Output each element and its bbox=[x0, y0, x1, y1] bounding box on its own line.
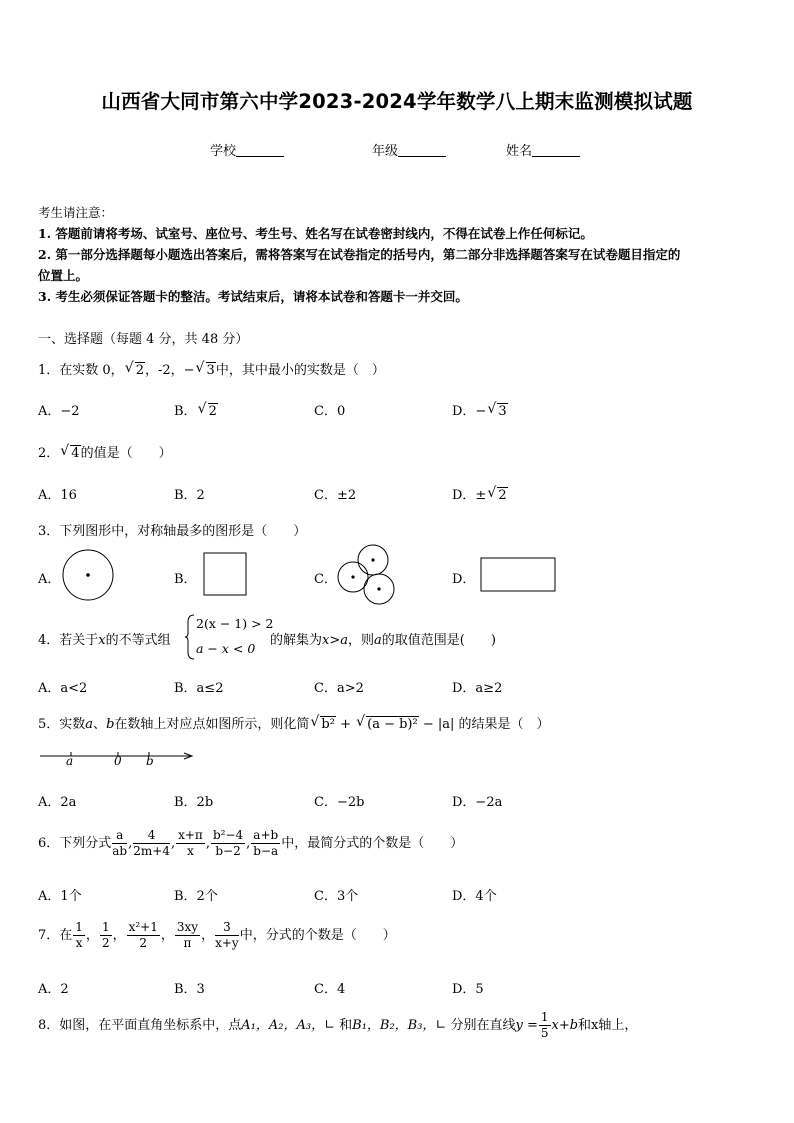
grade-field[interactable] bbox=[372, 140, 446, 159]
q2-option-c[interactable]: C．±2 bbox=[314, 488, 357, 503]
q2-option-a[interactable]: A．16 bbox=[38, 488, 77, 503]
q5-option-d[interactable]: D．−2a bbox=[452, 795, 503, 810]
question-7: 7．在 $\frac{1}{x}$ ， $\frac{1}{2}$ ， $\frac{\text{x²+1}}{2}$ ， $\frac{3xy}{\pi}$ ， $\frac{3}{x+y}$ 中，分式的个数是（ ） bbox=[38, 920, 396, 950]
page-title: 山西省大同市第六中学2023-2024学年数学八上期末监测模拟试题 bbox=[101, 90, 693, 113]
q3-figure-square bbox=[203, 552, 249, 598]
question-4-tail: 的解集为x>a，则a的取值范围是( ) bbox=[270, 633, 496, 648]
question-4-stem: 4．若关于x的不等式组 bbox=[38, 633, 171, 648]
q3-option-d[interactable]: D． bbox=[452, 572, 476, 587]
question-5: 5．实数a、b在数轴上对应点如图所示，则化简√ b² + √ (a − b)² − |a| 的结果是（ ） bbox=[38, 713, 550, 732]
q7-option-a[interactable]: A．2 bbox=[38, 982, 69, 997]
q1-option-c[interactable]: C．0 bbox=[314, 404, 346, 419]
q3-figure-circle bbox=[60, 548, 116, 604]
school-field[interactable] bbox=[210, 140, 284, 159]
q7-option-d[interactable]: D．5 bbox=[452, 982, 484, 997]
q8-frac: $\frac{1}{5}$ bbox=[540, 1010, 549, 1040]
notice-heading: 考生请注意： bbox=[38, 205, 114, 220]
notice-item-1: 1. 答题前请将考场、试室号、座位号、考生号、姓名写在试卷密封线内，不得在试卷上作任何标记。 bbox=[38, 226, 593, 241]
axis-label-o: 0 bbox=[114, 754, 122, 768]
question-2: 2．√ 4的值是（ ） bbox=[38, 442, 172, 461]
q4-option-d[interactable]: D．a≥2 bbox=[452, 681, 503, 696]
name-field[interactable] bbox=[506, 140, 580, 159]
q4-option-c[interactable]: C．a>2 bbox=[314, 681, 364, 696]
system-line-2: a − x < 0 bbox=[196, 641, 256, 656]
system-line-1: 2(x − 1) > 2 bbox=[196, 616, 274, 631]
q7-frac-5: $\frac{3}{x+y}$ bbox=[215, 920, 239, 950]
q5-option-a[interactable]: A．2a bbox=[38, 795, 77, 810]
name-label: 姓名 bbox=[506, 144, 533, 159]
q1-option-b[interactable]: B．√ 2 bbox=[174, 400, 218, 419]
q7-option-b[interactable]: B．3 bbox=[174, 982, 205, 997]
q6-option-d[interactable]: D．4个 bbox=[452, 889, 497, 904]
q5-option-c[interactable]: C．−2b bbox=[314, 795, 365, 810]
q3-option-c[interactable]: C． bbox=[314, 572, 337, 587]
q7-frac-3: $\frac{\text{x²+1}}{2}$ bbox=[128, 920, 158, 950]
notice-item-3: 3. 考生必须保证答题卡的整洁。考试结束后，请将本试卷和答题卡一并交回。 bbox=[38, 289, 468, 304]
q6-frac-1: $\frac{a}{ab}$ bbox=[112, 828, 128, 858]
question-8: 8．如图，在平面直角坐标系中，点A₁，A₂，A₃，∟ 和B₁，B₂，B₃，∟ 分别在直线y = $\frac{1}{5}$ x+b和x轴上， bbox=[38, 1010, 638, 1040]
q2-option-d[interactable]: D．±√ 2 bbox=[452, 484, 508, 503]
q7-frac-2: $\frac{1}{2}$ bbox=[101, 920, 110, 950]
system-brace bbox=[184, 614, 196, 660]
notice-item-2-cont: 位置上。 bbox=[38, 268, 89, 283]
q5-option-b[interactable]: B．2b bbox=[174, 795, 214, 810]
q3-figure-rectangle bbox=[480, 557, 558, 593]
q7-frac-4: $\frac{3xy}{\pi}$ bbox=[176, 920, 199, 950]
q3-option-b[interactable]: B． bbox=[174, 572, 197, 587]
q6-frac-4: $\frac{\text{b²−4}}{b-2}$ bbox=[212, 828, 244, 858]
question-6: 6．下列分式 $\frac{a}{ab}$ , $\frac{4}{2m+4}$ , $\frac{x+\pi}{x}$ , $\frac{\text{b²−4}}{b-2}$ , $\frac{a+b}{b-a}$ 中，最简分式的个数是（ ） bbox=[38, 828, 464, 858]
grade-label: 年级 bbox=[372, 144, 399, 159]
question-1: 1．在实数 0，√ 2，-2，−√ 3中，其中最小的实数是（ ） bbox=[38, 359, 385, 378]
section-heading: 一、选择题（每题 4 分，共 48 分） bbox=[38, 332, 249, 347]
q6-option-c[interactable]: C．3个 bbox=[314, 889, 359, 904]
notice-item-2: 2. 第一部分选择题每小题选出答案后，需将答案写在试卷指定的括号内，第二部分非选择题答案写在试卷题目指定的 bbox=[38, 247, 681, 262]
q1-option-a[interactable]: A．−2 bbox=[38, 404, 80, 419]
q1-option-d[interactable]: D．−√ 3 bbox=[452, 400, 508, 419]
q6-frac-5: $\frac{a+b}{b-a}$ bbox=[253, 828, 279, 858]
q3-option-a[interactable]: A． bbox=[38, 572, 61, 587]
q7-frac-1: $\frac{1}{x}$ bbox=[75, 920, 83, 950]
q7-option-c[interactable]: C．4 bbox=[314, 982, 346, 997]
q3-figure-three-circles bbox=[336, 544, 398, 606]
q2-option-b[interactable]: B．2 bbox=[174, 488, 205, 503]
axis-label-b: b bbox=[146, 754, 154, 768]
q4-option-a[interactable]: A．a<2 bbox=[38, 681, 88, 696]
q6-frac-2: $\frac{4}{2m+4}$ bbox=[133, 828, 170, 858]
q6-option-a[interactable]: A．1个 bbox=[38, 889, 82, 904]
q6-option-b[interactable]: B．2个 bbox=[174, 889, 218, 904]
q6-frac-3: $\frac{x+\pi}{x}$ bbox=[178, 828, 203, 858]
axis-label-a: a bbox=[66, 754, 74, 768]
school-label: 学校 bbox=[210, 144, 237, 159]
question-3: 3．下列图形中，对称轴最多的图形是（ ） bbox=[38, 524, 307, 539]
q4-option-b[interactable]: B．a≤2 bbox=[174, 681, 224, 696]
